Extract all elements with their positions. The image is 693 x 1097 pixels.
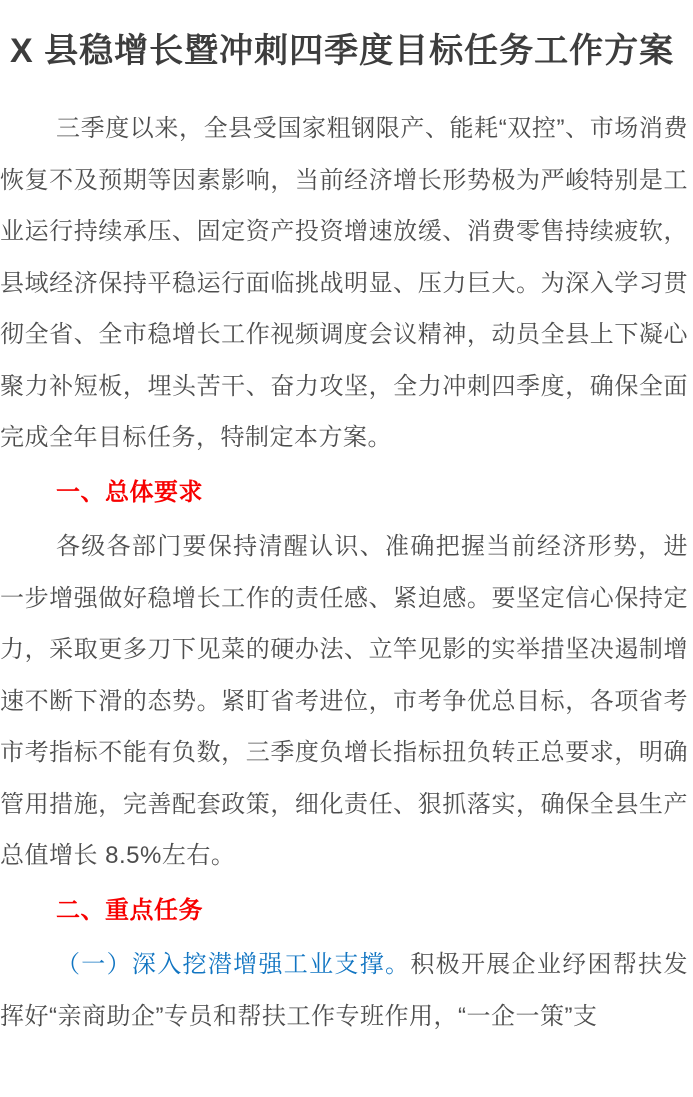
section-1-heading: 一、总体要求	[56, 478, 203, 506]
section-2-heading: 二、重点任务	[56, 896, 203, 924]
task-1-body-text: 积极开展企业纾困帮扶发挥好“亲商助企”专员和帮扶工作专班作用，“一企一策”支	[0, 951, 688, 1030]
intro-paragraph: 三季度以来，全县受国家粗钢限产、能耗“双控”、市场消费恢复不及预期等因素影响，当前经济增长形势极为严峻特别是工业运行持续承压、固定资产投资增速放缓、消费零售持续疲软，县域经济保持平稳运行面临挑战明显、压力巨大。为深入学习贯彻全省、全市稳增长工作视频调度会议精神，动员全县上下凝心聚力补短板，埋头苦干、奋力攻坚，全力冲刺四季度，确保全面完成全年目标任务，特制定本方案。	[0, 115, 688, 451]
section-1-paragraph: 各级各部门要保持清醒认识、准确把握当前经济形势，进一步增强做好稳增长工作的责任感、紧迫感。要坚定信心保持定力，采取更多刀下见菜的硬办法、立竿见影的实举措坚决遏制增速不断下滑的态势。紧盯省考进位，市考争优总目标，各项省考市考指标不能有负数，三季度负增长指标扭负转正总要求，明确管用措施，完善配套政策，细化责任、狠抓落实，确保全县生产总值增长 8.5%左右。	[0, 533, 688, 869]
task-1-paragraph	[0, 939, 688, 1042]
document-title: X 县稳增长暨冲刺四季度目标任务工作方案	[10, 32, 675, 70]
task-1-lead-sentence: （一）深入挖潜增强工业支撑。	[56, 951, 411, 978]
